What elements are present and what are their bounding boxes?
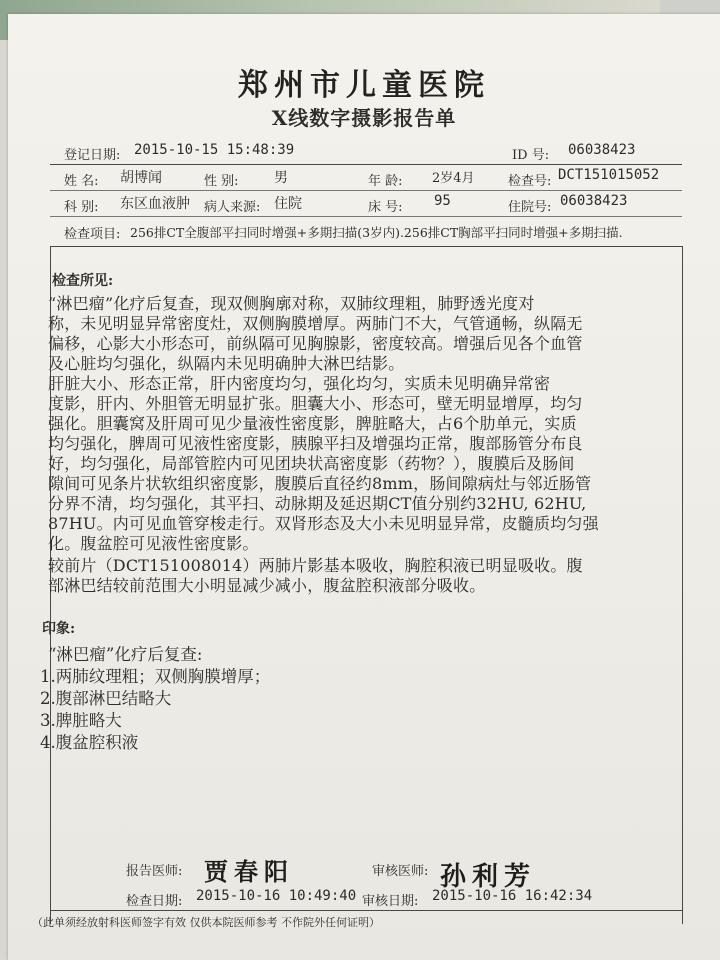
registration-date-label: 登记日期:	[64, 148, 121, 163]
bed-value: 95	[434, 193, 451, 209]
findings-line: 及心脏均匀强化，纵隔内未见明确肿大淋巴结影。	[48, 354, 405, 373]
id-label: ID 号:	[512, 148, 550, 163]
findings-line: 偏移，心影大小形态可，前纵隔可见胸腺影，密度较高。增强后见各个血管	[48, 334, 583, 353]
impression-line: 1.两肺纹理粗；双侧胸膜增厚；	[40, 667, 271, 686]
review-date-label: 审核日期:	[362, 894, 419, 909]
exam-number-value: DCT151015052	[558, 167, 660, 183]
exam-items-value: 256排CT全腹部平扫同时增强+多期扫描(3岁内).256排CT胸部平扫同时增强+多期扫描.	[130, 225, 623, 240]
findings-line: 强化。胆囊窝及肝周可见少量液性密度影，脾脏略大，占6个肋单元，实质	[48, 414, 577, 433]
check-date-label: 检查日期:	[126, 894, 183, 909]
inpatient-number-label: 住院号:	[508, 200, 552, 215]
divider-exam-items	[50, 246, 682, 247]
sex-value: 男	[274, 170, 288, 186]
findings-line: “淋巴瘤”化疗后复查，现双侧胸廓对称，双肺纹理粗，肺野透光度对	[48, 294, 535, 313]
patient-source-value: 住院	[274, 196, 302, 212]
review-date-value: 2015-10-16 16:42:34	[432, 888, 593, 904]
report-doctor-label: 报告医师:	[126, 864, 183, 879]
report-sheet	[8, 14, 720, 960]
impression-label: 印象:	[42, 621, 76, 637]
border-right	[682, 246, 683, 924]
findings-line: 分界不清，均匀强化，其平扫、动脉期及延迟期CT值分别约32HU, 62HU,	[48, 494, 587, 513]
findings-line: 部淋巴结较前范围大小明显减少减小，腹盆腔积液部分吸收。	[48, 576, 486, 595]
findings-line: 称，未见明显异常密度灶，双侧胸膜增厚。两肺门不大，气管通畅，纵隔无	[48, 314, 583, 333]
inpatient-number-value: 06038423	[560, 193, 628, 209]
age-value: 2岁4月	[432, 171, 475, 186]
review-doctor-signature: 孙利芳	[440, 862, 537, 892]
age-label: 年 龄:	[368, 174, 403, 189]
name-value: 胡博闻	[120, 170, 162, 186]
findings-line: 度影，肝内、外胆管无明显扩张。胆囊大小、形态可，壁无明显增厚，均匀	[48, 394, 583, 413]
findings-line: 好，均匀强化，局部管腔内可见团块状高密度影（药物？），腹膜后及肠间	[48, 454, 575, 473]
impression-line: 2.腹部淋巴结略大	[40, 689, 172, 708]
review-doctor-label: 审核医师:	[372, 864, 429, 879]
footer-note: （此单须经放射科医师签字有效 仅供本院医师参考 不作院外任何证明）	[32, 916, 380, 929]
divider-patient-1	[50, 190, 682, 191]
findings-line: 隙间可见条片状软组织密度影，腹膜后直径约8mm，肠间隙病灶与邻近肠管	[48, 474, 592, 493]
department-value: 东区血液肿	[120, 196, 190, 212]
bed-label: 床 号:	[368, 200, 403, 215]
findings-label: 检查所见:	[52, 273, 114, 289]
id-value: 06038423	[568, 142, 636, 158]
registration-date-value: 2015-10-15 15:48:39	[134, 142, 295, 158]
sex-label: 性 别:	[204, 174, 239, 189]
check-date-value: 2015-10-16 10:49:40	[196, 888, 357, 904]
impression-line: “淋巴瘤”化疗后复查:	[48, 645, 203, 664]
name-label: 姓 名:	[64, 174, 99, 189]
hospital-name: 郑州市儿童医院	[238, 68, 490, 103]
findings-line: 化。腹盆腔可见液性密度影。	[48, 534, 259, 553]
findings-line: 较前片（DCT151008014）两肺片影基本吸收，胸腔积液已明显吸收。腹	[48, 556, 583, 575]
exam-number-label: 检查号:	[508, 174, 552, 189]
divider-bottom	[50, 910, 682, 911]
report-doctor-signature: 贾春阳	[204, 857, 294, 886]
impression-line: 4.腹盆腔积液	[40, 733, 139, 752]
findings-line: 均匀强化，脾周可见液性密度影，胰腺平扫及增强均正常，腹部肠管分布良	[48, 434, 583, 453]
divider-patient-2	[50, 216, 682, 217]
divider-top	[50, 164, 682, 165]
exam-items-label: 检查项目:	[64, 227, 121, 242]
findings-line: 87HU。内可见血管穿梭走行。双肾形态及大小未见明显异常，皮髓质均匀强	[48, 514, 599, 533]
department-label: 科 别:	[64, 200, 99, 215]
findings-line: 肝脏大小、形态正常，肝内密度均匀，强化均匀，实质未见明确异常密	[48, 374, 551, 393]
impression-line: 3.脾脏略大	[40, 711, 122, 730]
report-title: X线数字摄影报告单	[271, 106, 457, 130]
patient-source-label: 病人来源:	[204, 200, 261, 215]
